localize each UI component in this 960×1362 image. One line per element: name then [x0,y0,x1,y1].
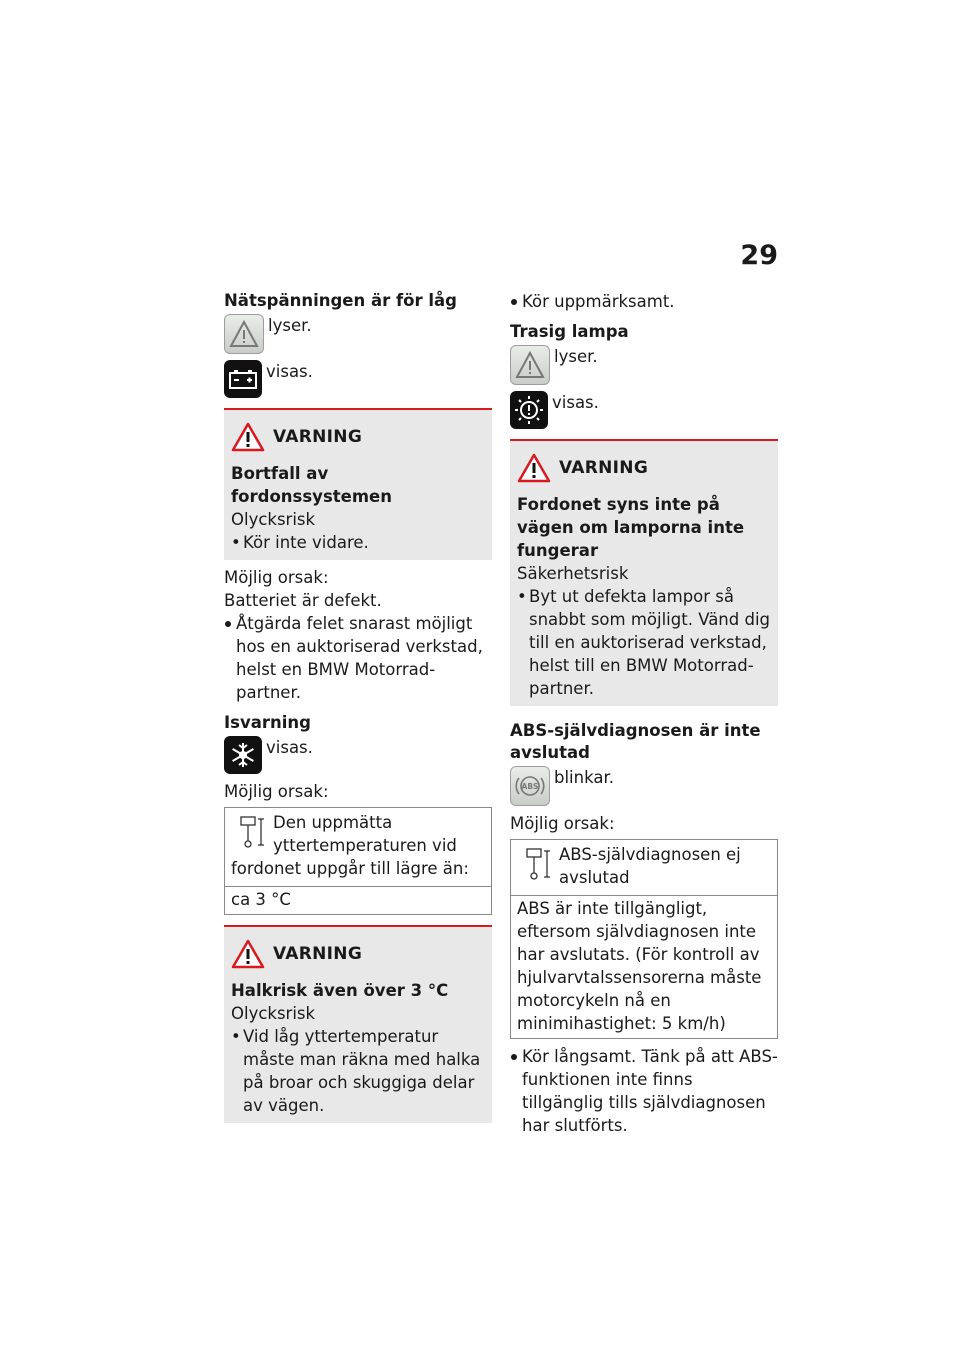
warning-risk: Olycksrisk [231,510,316,529]
lamp-status: visas. [266,738,313,757]
action-bullet: Kör långsamt. Tänk på att ABS-funktionen inte finns tillgänglig tills självdiagnosen har slutförts. [510,1045,778,1137]
warning-label: VARNING [273,426,363,447]
warning-risk: Olycksrisk [231,1004,316,1023]
warning-label: VARNING [273,943,363,964]
lamp-defect-icon [510,391,548,429]
cause-text: Batteriet är defekt. [224,591,382,610]
lamp-row-abs [510,766,778,806]
warning-triangle-icon [224,314,264,354]
left-column [224,290,492,1129]
warning-header [231,939,484,969]
thermometer-icon [239,815,265,849]
warning-box-lamp [510,439,778,706]
battery-icon [224,360,262,398]
lamp-status: visas. [552,393,599,412]
warning-label: VARNING [559,457,649,478]
right-column [510,290,778,1137]
lamp-row-bulb [510,391,778,429]
section-title-voltage: Nätspänningen är för låg [224,291,457,310]
box-text: ABS-självdiagnosen ej avslutad [559,845,741,887]
info-box-abs [510,839,778,1039]
section-title-abs: ABS-självdiagnosen är inte avslutad [510,721,761,762]
action-bullet: Åtgärda felet snarast möjligt hos en auktoriserad verkstad, helst en BMW Motorrad-partner. [224,612,492,704]
warning-box-ice [224,925,492,1123]
info-box-temperature [224,807,492,915]
warning-sign-icon [517,453,551,483]
warning-triangle-icon [510,345,550,385]
warning-title: Halkrisk även över 3 °C [231,981,449,1000]
warning-bullet: • Vid låg yttertemperatur måste man räkna med halka på broar och skuggiga delar av vägen. [231,1025,484,1117]
section-title-lamp: Trasig lampa [510,322,629,341]
lamp-row-warning [224,314,492,354]
lamp-row-battery [224,360,492,398]
warning-title: Bortfall av fordonssystemen [231,464,392,506]
warning-bullet: • Byt ut defekta lampor så snabbt som möjligt. Vänd dig till en auktoriserad verkstad, helst till en BMW Motorrad-partner. [517,585,770,700]
warning-risk: Säkerhetsrisk [517,564,629,583]
lamp-status: blinkar. [554,768,614,787]
section-title-ice: Isvarning [224,713,311,732]
box-value: ABS är inte tillgängligt, eftersom självdiagnosen inte har avslutats. (För kontroll av hjulvarvtalssensorerna måste motorcykeln nå en minimihastighet: 5 km/h) [511,895,777,1038]
warning-header [517,453,770,483]
thermometer-icon [525,847,551,881]
warning-bullet: • Kör inte vidare. [231,531,484,554]
lamp-status: visas. [266,362,313,381]
abs-label: ABS [521,782,539,791]
warning-sign-icon [231,422,265,452]
abs-icon [510,766,550,806]
lamp-row-ice [224,736,492,774]
snowflake-icon [224,736,262,774]
cause-label: Möjlig orsak: [510,814,615,833]
lamp-status: lyser. [268,316,312,335]
warning-sign-icon [231,939,265,969]
box-text: Den uppmätta yttertemperaturen vid fordonet uppgår till lägre än: [231,813,469,878]
warning-header [231,422,484,452]
warning-title: Fordonet syns inte på vägen om lamporna inte fungerar [517,495,745,560]
cause-label: Möjlig orsak: [224,568,329,587]
lamp-status: lyser. [554,347,598,366]
box-value: ca 3 °C [225,886,491,914]
action-bullet: Kör uppmärksamt. [510,290,778,313]
lamp-row-warning [510,345,778,385]
page-number: 29 [740,240,778,271]
cause-label: Möjlig orsak: [224,782,329,801]
warning-box-voltage [224,408,492,560]
